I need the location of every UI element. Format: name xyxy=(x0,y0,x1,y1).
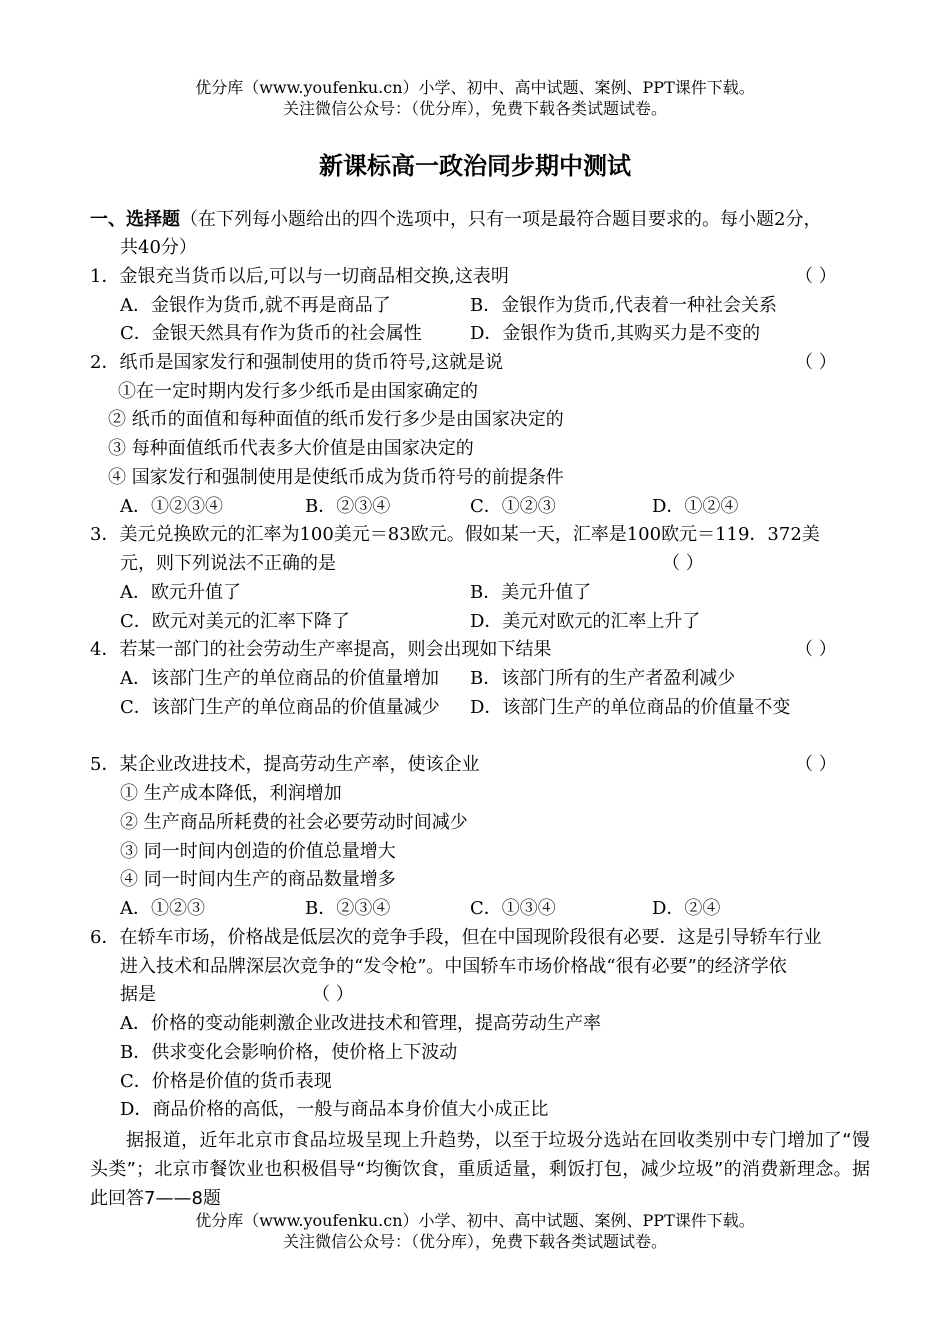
q4-option-d: D．该部门生产的单位商品的价值量不变 xyxy=(470,697,791,718)
footer-line-1: 优分库（www.youfenku.cn）小学、初中、高中试题、案例、PPT课件下载。 xyxy=(195,1211,755,1230)
q6-option-b: B．供求变化会影响价格，使价格上下波动 xyxy=(120,1042,458,1063)
q2-option-d: D．①②④ xyxy=(652,496,739,517)
q5-statement-1: ① 生产成本降低，利润增加 xyxy=(120,783,342,804)
q6-stem-line-3: 据是 xyxy=(120,984,156,1005)
q4-option-c: C．该部门生产的单位商品的价值量减少 xyxy=(120,697,440,718)
q1-option-d: D．金银作为货币,其购买力是不变的 xyxy=(470,323,761,344)
section-instructions-1: （在下列每小题给出的四个选项中，只有一项是最符合题目要求的。每小题2分， xyxy=(180,209,822,230)
q6-option-d: D．商品价格的高低，一般与商品本身价值大小成正比 xyxy=(120,1099,549,1120)
section-heading xyxy=(90,208,821,232)
q5-statement-4: ④ 同一时间内生产的商品数量增多 xyxy=(120,869,396,890)
q3-answer-paren: （ ） xyxy=(662,553,704,574)
q5-statement-3: ③ 同一时间内创造的价值总量增大 xyxy=(120,841,396,862)
q3-option-b: B．美元升值了 xyxy=(470,582,592,603)
q5-stem: 5．某企业改进技术，提高劳动生产率，使该企业 xyxy=(90,754,480,775)
q5-option-d: D．②④ xyxy=(652,898,721,919)
q3-option-d: D．美元对欧元的汇率上升了 xyxy=(470,611,701,632)
q5-answer-paren: （ ） xyxy=(795,754,837,775)
q1-option-b: B．金银作为货币,代表着一种社会关系 xyxy=(470,295,777,316)
q6-answer-paren: （ ） xyxy=(312,984,354,1005)
q4-answer-paren: （ ） xyxy=(795,639,837,660)
q3-option-c: C．欧元对美元的汇率下降了 xyxy=(120,611,350,632)
q1-option-c: C．金银天然具有作为货币的社会属性 xyxy=(120,323,422,344)
section-instructions-2: 共40分） xyxy=(120,237,197,258)
q3-option-a: A．欧元升值了 xyxy=(120,582,241,603)
q6-stem-line-2: 进入技术和品牌深层次竞争的“发令枪”。中国轿车市场价格战“很有必要”的经济学依 xyxy=(120,956,787,977)
q2-option-a: A．①②③④ xyxy=(120,496,223,517)
q2-statement-2: ② 纸币的面值和每种面值的纸币发行多少是由国家决定的 xyxy=(108,409,564,430)
q2-option-c: C．①②③ xyxy=(470,496,556,517)
q4-option-b: B．该部门所有的生产者盈利减少 xyxy=(470,668,736,689)
q6-option-c: C．价格是价值的货币表现 xyxy=(120,1071,332,1092)
q5-option-c: C．①③④ xyxy=(470,898,556,919)
q6-option-a: A．价格的变动能刺激企业改进技术和管理，提高劳动生产率 xyxy=(120,1013,601,1034)
passage-text: 据报道，近年北京市食品垃圾呈现上升趋势，以至于垃圾分选站在回收类别中专门增加了“馒头类”；北京市餐饮业也积极倡导“均衡饮食，重质适量，剩饭打包，减少垃圾”的消费新理念。据此回答7——8题 xyxy=(90,1130,870,1209)
q2-stem: 2．纸币是国家发行和强制使用的货币符号,这就是说 xyxy=(90,352,504,373)
q5-statement-2: ② 生产商品所耗费的社会必要劳动时间减少 xyxy=(120,812,468,833)
q2-statement-3: ③ 每种面值纸币代表多大价值是由国家决定的 xyxy=(108,438,474,459)
section-label: 一、选择题 xyxy=(90,209,180,230)
q4-option-a: A．该部门生产的单位商品的价值量增加 xyxy=(120,668,439,689)
q1-stem: 1．金银充当货币以后,可以与一切商品相交换,这表明 xyxy=(90,266,509,287)
q6-stem-line-1: 6．在轿车市场，价格战是低层次的竞争手段，但在中国现阶段很有必要．这是引导轿车行业 xyxy=(90,927,822,948)
q1-option-a: A．金银作为货币,就不再是商品了 xyxy=(120,295,391,316)
q4-stem: 4．若某一部门的社会劳动生产率提高，则会出现如下结果 xyxy=(90,639,552,660)
header-line-2: 关注微信公众号：（优分库），免费下载各类试题试卷。 xyxy=(282,99,667,118)
q2-option-b: B．②③④ xyxy=(305,496,391,517)
q5-option-b: B．②③④ xyxy=(305,898,391,919)
q3-stem-line-2: 元，则下列说法不正确的是 xyxy=(120,553,336,574)
header-line-1: 优分库（www.youfenku.cn）小学、初中、高中试题、案例、PPT课件下载。 xyxy=(195,78,755,97)
q2-statement-1: ①在一定时期内发行多少纸币是由国家确定的 xyxy=(118,381,478,402)
q5-option-a: A．①②③ xyxy=(120,898,205,919)
q3-stem-line-1: 3．美元兑换欧元的汇率为100美元＝83欧元。假如某一天，汇率是100欧元＝119．372美 xyxy=(90,524,820,545)
footer-line-2: 关注微信公众号：（优分库），免费下载各类试题试卷。 xyxy=(282,1232,667,1251)
q2-statement-4: ④ 国家发行和强制使用是使纸币成为货币符号的前提条件 xyxy=(108,467,564,488)
page-title: 新课标高一政治同步期中测试 xyxy=(319,152,631,180)
q1-answer-paren: （ ） xyxy=(795,266,837,287)
q2-answer-paren: （ ） xyxy=(795,352,837,373)
